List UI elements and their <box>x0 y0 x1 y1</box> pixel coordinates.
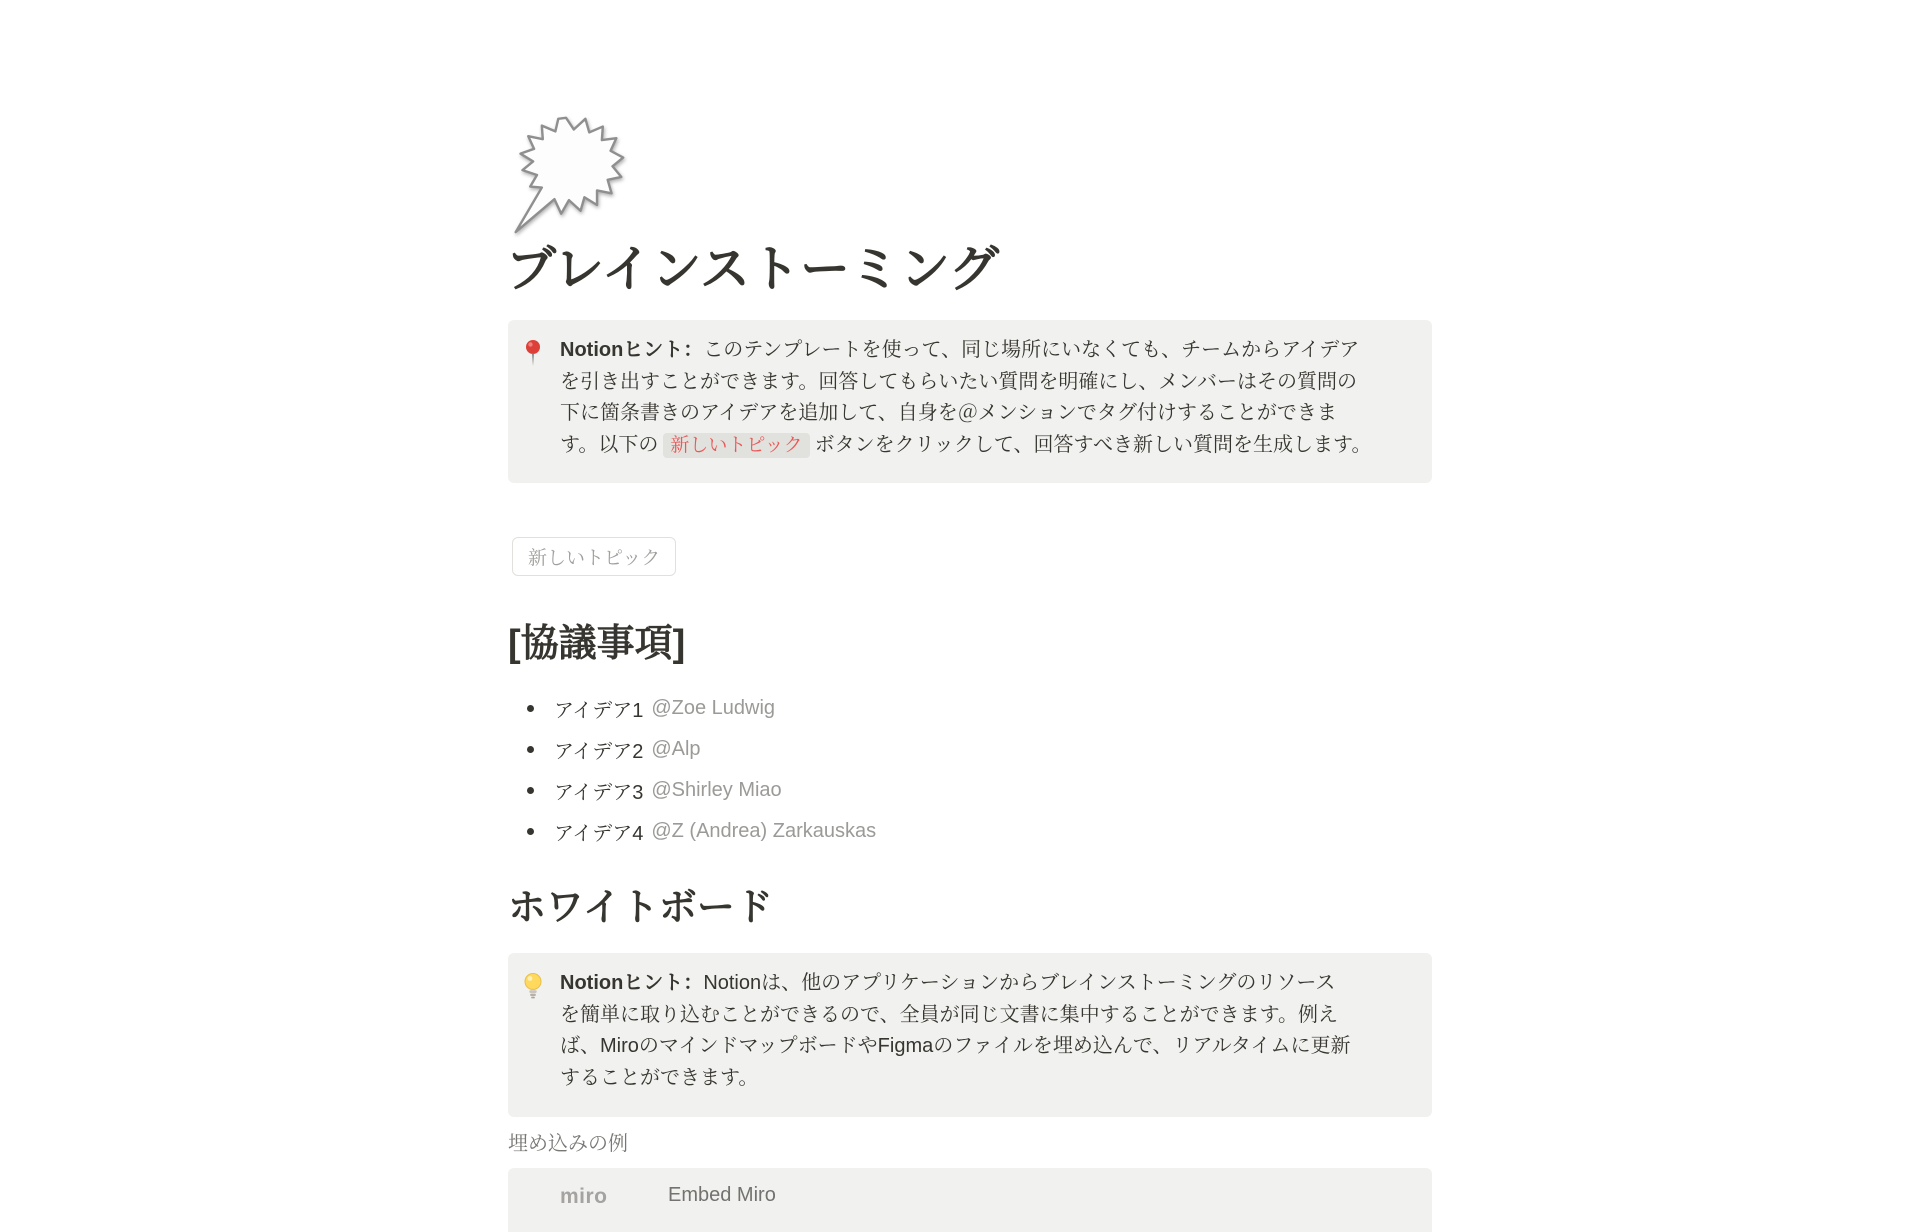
embed-example-caption: 埋め込みの例 <box>508 1133 628 1155</box>
hint-callout-pushpin <box>508 320 1432 483</box>
hint1-line1-text: このテンプレートを使って、同じ場所にいなくても、チームからアイデア <box>703 339 1360 361</box>
hint2-line2: を簡単に取り込むことができるので、全員が同じ文書に集中することができます。例え <box>560 1003 1338 1026</box>
light-bulb-icon <box>522 968 548 1102</box>
comic-burst-icon <box>506 110 628 238</box>
hint2-line3: ば、MiroのマインドマップボードやFigmaのファイルを埋め込んで、リアルタイムに更新 <box>560 1035 1351 1057</box>
idea-text: アイデア1 <box>554 700 644 722</box>
hint1-line4 <box>560 430 1416 462</box>
hint1-line3: 下に箇条書きのアイデアを追加して、自身を＠メンションでタグ付けすることができま <box>560 402 1337 424</box>
hint1-line4-post: ボタンをクリックして、回答すべき新しい質問を生成します。 <box>814 433 1372 456</box>
list-item[interactable] <box>508 770 1432 811</box>
hint2-line1 <box>560 968 1416 1000</box>
hint1-bold-prefix: Notionヒント： <box>560 339 704 361</box>
idea-text: アイデア2 <box>554 741 644 763</box>
person-mention[interactable]: @Shirley Miao <box>651 779 782 801</box>
hint1-line1 <box>560 335 1416 367</box>
bullet-icon <box>527 828 534 835</box>
embed-title: Embed Miro <box>668 1184 776 1206</box>
new-topic-button[interactable]: 新しいトピック <box>512 537 676 576</box>
bullet-icon <box>527 787 534 794</box>
new-topic-inline-code: 新しいトピック <box>663 433 809 458</box>
hint2-bold-prefix: Notionヒント： <box>560 972 704 994</box>
person-mention[interactable]: @Zoe Ludwig <box>651 697 776 719</box>
person-mention[interactable]: @Z (Andrea) Zarkauskas <box>651 820 877 842</box>
hint1-line2: を引き出すことができます。回答してもらいたい質問を明確にし、メンバーはその質問の <box>560 370 1357 393</box>
bullet-icon <box>527 705 534 712</box>
agenda-heading: [協議事項] <box>508 623 686 665</box>
page-icon-burst-bubble[interactable] <box>506 110 628 238</box>
hint2-line4: することができます。 <box>560 1066 759 1089</box>
page-title: ブレインストーミング <box>506 241 999 297</box>
round-pushpin-icon <box>522 335 548 468</box>
list-item[interactable] <box>508 811 1432 852</box>
list-item[interactable] <box>508 688 1432 729</box>
idea-text: アイデア3 <box>554 782 644 804</box>
hint2-line1-text: Notionは、他のアプリケーションからブレインストーミングのリソース <box>703 972 1336 994</box>
hint-callout-lightbulb <box>508 953 1432 1117</box>
miro-logo: miro <box>560 1185 608 1208</box>
miro-embed-block[interactable] <box>508 1168 1432 1232</box>
idea-text: アイデア4 <box>554 823 644 845</box>
person-mention[interactable]: @Alp <box>651 738 701 760</box>
hint1-line4-pre: す。以下の <box>560 433 659 456</box>
agenda-list <box>508 688 1432 852</box>
list-item[interactable] <box>508 729 1432 770</box>
whiteboard-heading: ホワイトボード <box>508 887 773 929</box>
bullet-icon <box>527 746 534 753</box>
